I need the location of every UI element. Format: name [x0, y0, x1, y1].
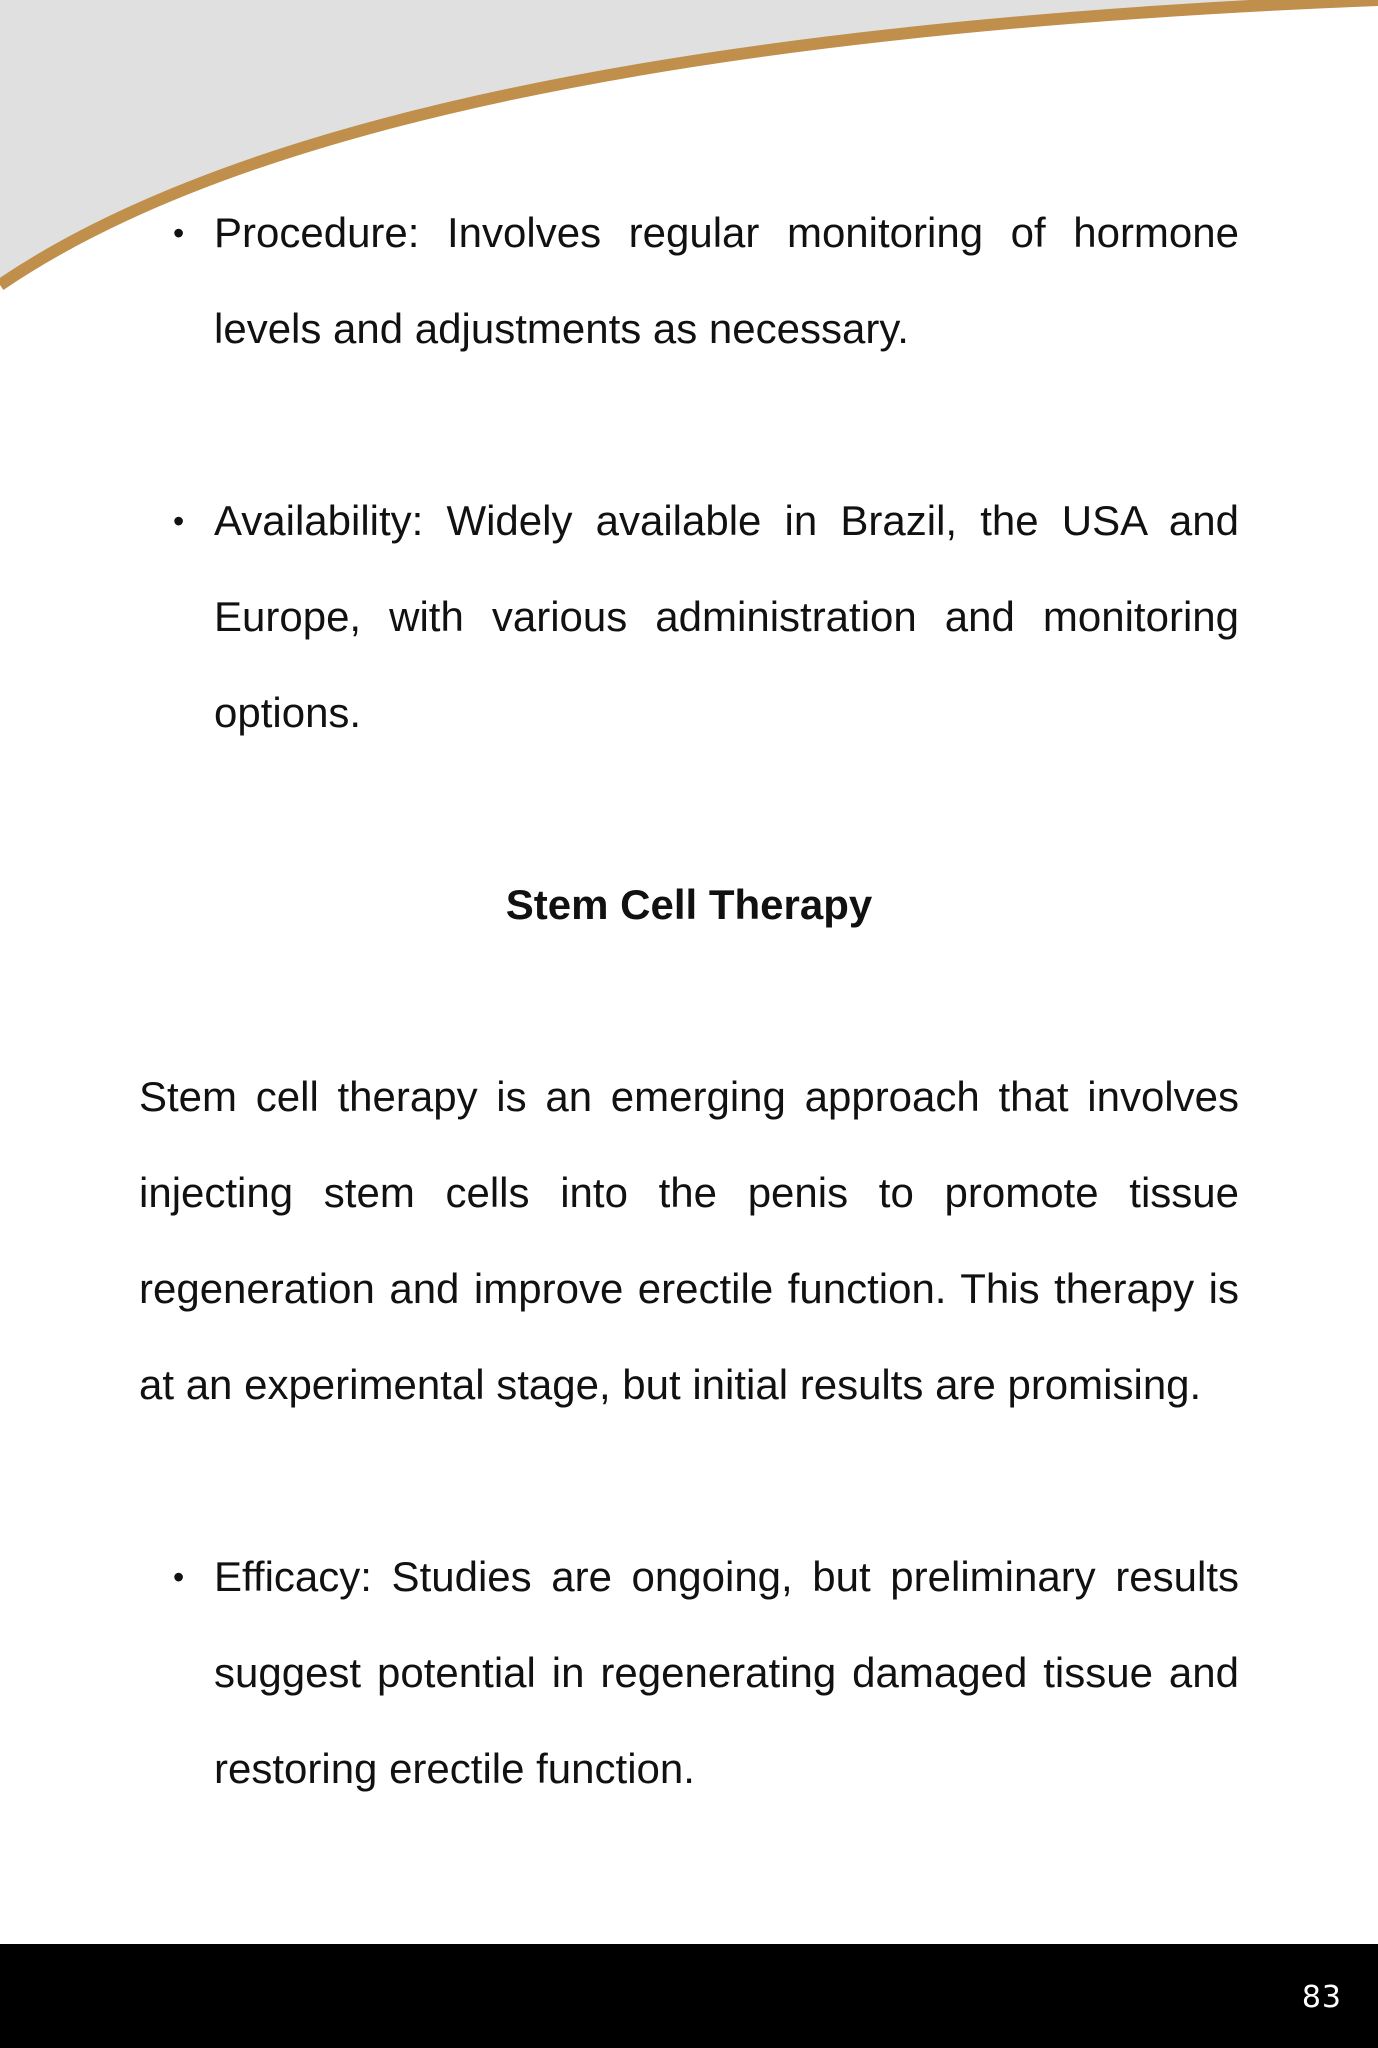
page-content — [139, 185, 1239, 1817]
bullet-efficacy: • Efficacy: Studies are ongoing, but preliminary results suggest potential in regenerating damaged tissue and restoring erectile function. — [139, 1529, 1239, 1817]
section-heading: Stem Cell Therapy — [505, 881, 873, 928]
section-paragraph: Stem cell therapy is an emerging approach that involves injecting stem cells into the penis to promote tissue regeneration and improve erectile function. This therapy is at an experimental stage, but initial results are promising. — [139, 1073, 1239, 1408]
page-number: 83 — [1301, 1980, 1342, 2015]
footer-bar — [0, 1944, 1378, 2048]
spacer — [139, 761, 1239, 857]
bullet-procedure: • Procedure: Involves regular monitoring of hormone levels and adjustments as necessary. — [139, 185, 1239, 377]
spacer — [139, 377, 1239, 473]
spacer — [139, 953, 1239, 1049]
bullet-availability: • Availability: Widely available in Brazil, the USA and Europe, with various administration and monitoring options. — [139, 473, 1239, 761]
spacer — [139, 1433, 1239, 1529]
